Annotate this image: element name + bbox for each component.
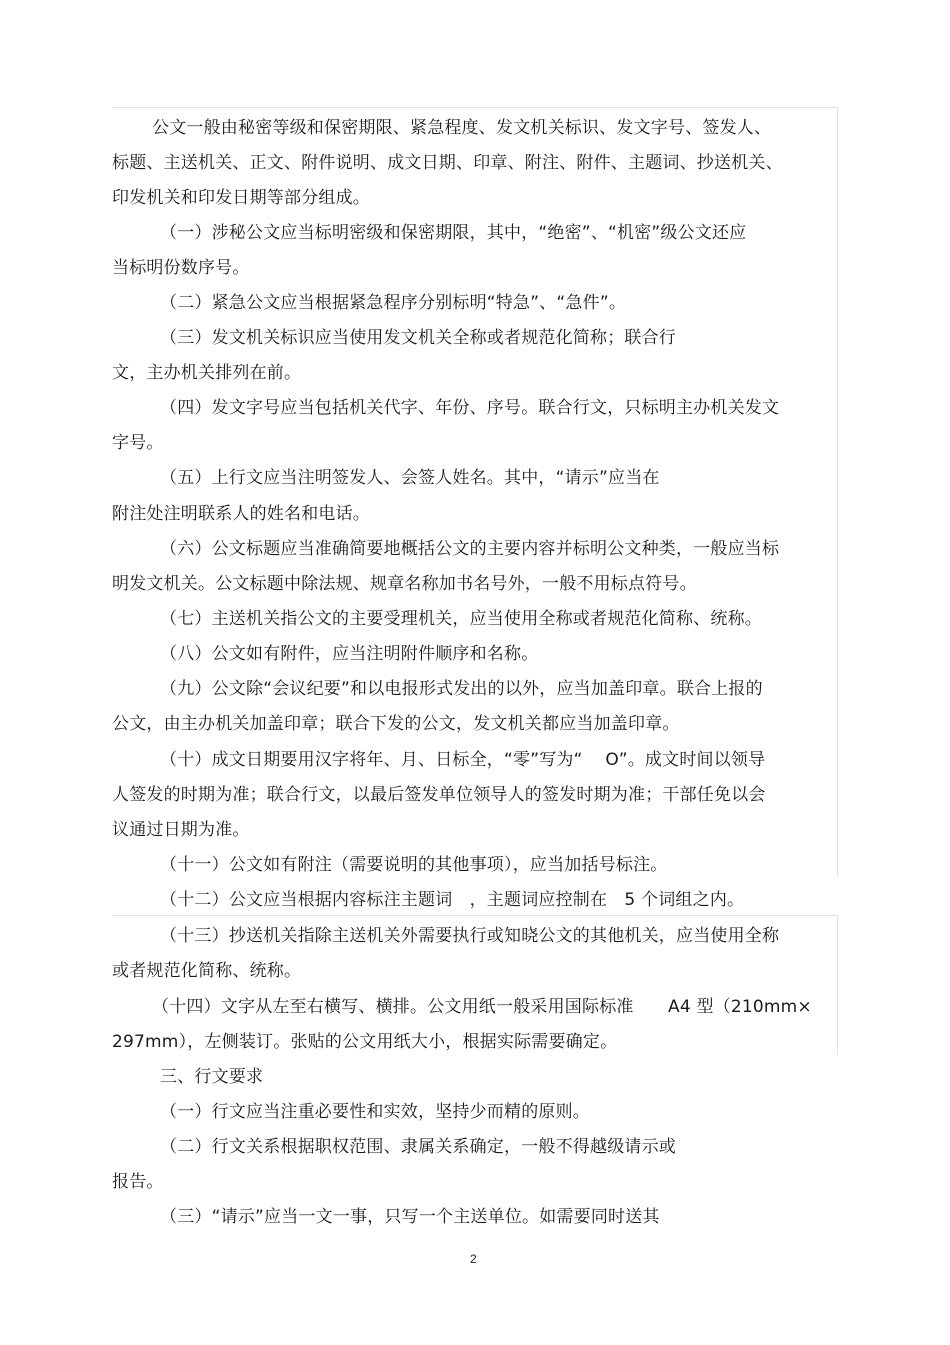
section-heading: 三、行文要求 bbox=[160, 1067, 264, 1087]
paragraph-line: （三）“请示”应当一文一事，只写一个主送单位。如需要同时送其 bbox=[160, 1207, 660, 1227]
paragraph-line: （十四）文字从左至右横写、横排。公文用纸一般采用国际标准 A4 型（210mm× bbox=[152, 997, 812, 1017]
paragraph-line: 人签发的时期为准；联合行文，以最后签发单位领导人的签发时期为准；干部任免以会 bbox=[112, 785, 766, 805]
paragraph-line: 当标明份数序号。 bbox=[112, 258, 250, 278]
paragraph-line: （十）成文日期要用汉字将年、月、日标全，“零”写为“ O”。成文时间以领导 bbox=[160, 750, 766, 770]
paragraph-line: 报告。 bbox=[112, 1172, 164, 1192]
paragraph-line: 附注处注明联系人的姓名和电话。 bbox=[112, 504, 370, 524]
paragraph-line: （一）行文应当注重必要性和实效，坚持少而精的原则。 bbox=[160, 1102, 590, 1122]
paragraph-line: （十一）公文如有附注（需要说明的其他事项），应当加括号标注。 bbox=[160, 855, 668, 875]
paragraph-line: （十二）公文应当根据内容标注主题词 ，主题词应控制在 5 个词组之内。 bbox=[160, 890, 745, 910]
paragraph-line: （一）涉秘公文应当标明密级和保密期限，其中，“绝密”、“机密”级公文还应 bbox=[160, 223, 747, 243]
paragraph-line: 标题、主送机关、正文、附件说明、成文日期、印章、附注、附件、主题词、抄送机关、 bbox=[112, 153, 783, 173]
paragraph-line: 公文一般由秘密等级和保密期限、紧急程度、发文机关标识、发文字号、签发人、 bbox=[152, 118, 772, 138]
paragraph-line: （六）公文标题应当准确简要地概括公文的主要内容并标明公文种类，一般应当标 bbox=[160, 539, 780, 559]
paragraph-line: 文，主办机关排列在前。 bbox=[112, 363, 302, 383]
page-number: 2 bbox=[470, 1252, 477, 1266]
paragraph-line: （二）行文关系根据职权范围、隶属关系确定，一般不得越级请示或 bbox=[160, 1137, 676, 1157]
paragraph-line: 公文，由主办机关加盖印章；联合下发的公文，发文机关都应当加盖印章。 bbox=[112, 714, 680, 734]
paragraph-line: （五）上行文应当注明签发人、会签人姓名。其中，“请示”应当在 bbox=[160, 468, 660, 488]
paragraph-line: 297mm），左侧装订。张贴的公文用纸大小，根据实际需要确定。 bbox=[112, 1032, 618, 1052]
paragraph-line: （七）主送机关指公文的主要受理机关，应当使用全称或者规范化简称、统称。 bbox=[160, 609, 762, 629]
paragraph-line: 字号。 bbox=[112, 433, 164, 453]
paragraph-line: （九）公文除“会议纪要”和以电报形式发出的以外，应当加盖印章。联合上报的 bbox=[160, 679, 763, 699]
paragraph-line: （二）紧急公文应当根据紧急程序分别标明“特急”、“急件”。 bbox=[160, 293, 627, 313]
frame-right-rule-lower bbox=[837, 915, 838, 1055]
paragraph-line: 明发文机关。公文标题中除法规、规章名称加书名号外，一般不用标点符号。 bbox=[112, 574, 697, 594]
frame-mid-rule bbox=[112, 915, 838, 916]
paragraph-line: 议通过日期为准。 bbox=[112, 820, 250, 840]
paragraph-line: （三）发文机关标识应当使用发文机关全称或者规范化简称；联合行 bbox=[160, 328, 676, 348]
paragraph-line: （十三）抄送机关指除主送机关外需要执行或知晓公文的其他机关，应当使用全称 bbox=[160, 926, 780, 946]
frame-top-rule bbox=[112, 107, 838, 108]
paragraph-line: （八）公文如有附件，应当注明附件顺序和名称。 bbox=[160, 644, 539, 664]
frame-right-rule bbox=[837, 107, 838, 877]
paragraph-line: 印发机关和印发日期等部分组成。 bbox=[112, 188, 370, 208]
paragraph-line: 或者规范化简称、统称。 bbox=[112, 961, 302, 981]
paragraph-line: （四）发文字号应当包括机关代字、年份、序号。联合行文，只标明主办机关发文 bbox=[160, 398, 780, 418]
